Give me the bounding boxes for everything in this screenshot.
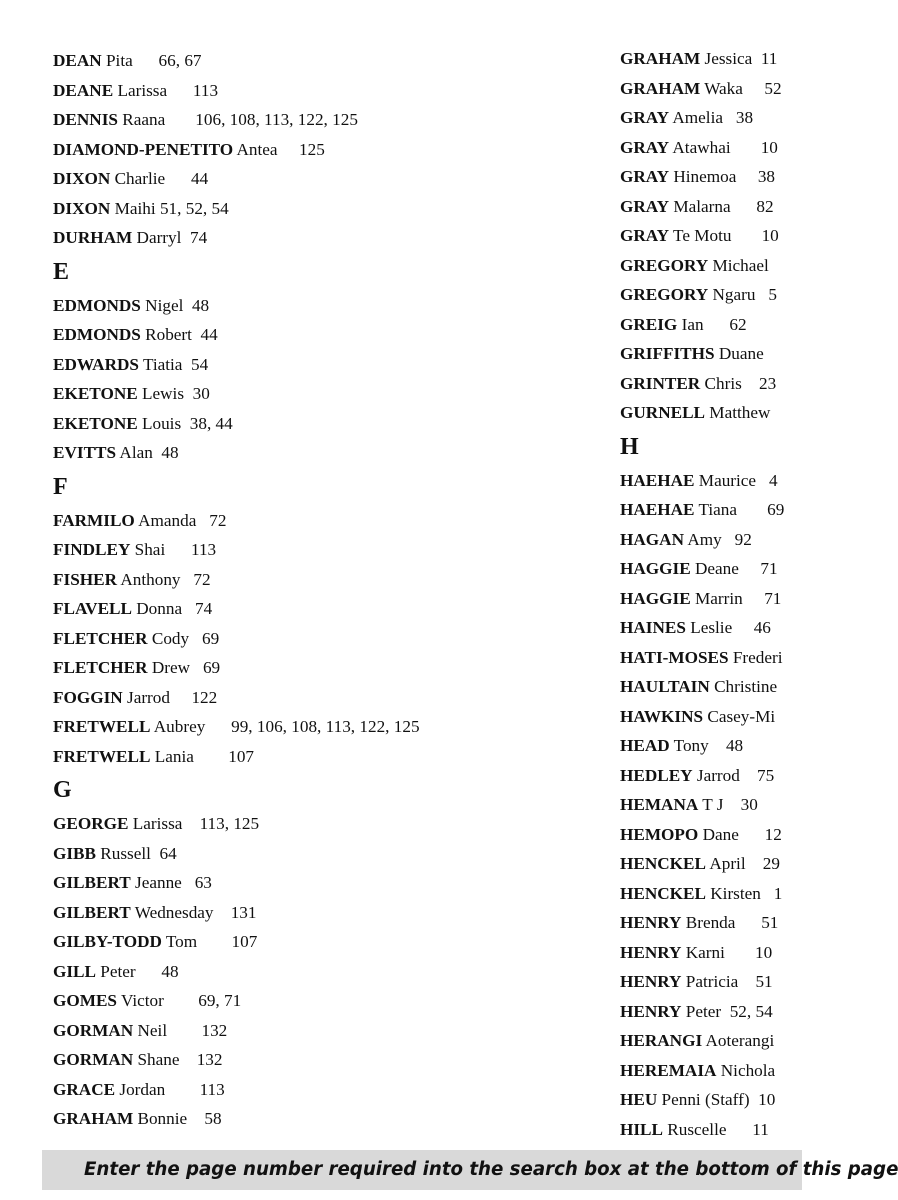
entry-surname: EDWARDS	[53, 354, 139, 374]
entry-page-numbers: 48	[183, 295, 210, 315]
entry-page-numbers: 10	[749, 1090, 776, 1109]
entry-surname: DIXON	[53, 198, 111, 218]
entry-page-numbers: 11	[726, 1119, 769, 1139]
entry-surname: GORMAN	[53, 1050, 134, 1069]
entry-page-numbers: 30	[184, 384, 210, 403]
entry-given-name: Marrin	[690, 588, 743, 608]
entry-given-name: Jarrod	[692, 765, 740, 785]
entry-surname: GILL	[53, 961, 96, 981]
index-entry	[53, 135, 420, 165]
index-entry	[53, 1104, 420, 1134]
entry-page-numbers: 62	[703, 314, 747, 334]
index-entry	[620, 495, 784, 525]
entry-page-numbers: 48	[708, 736, 744, 755]
entry-given-name: Maihi	[110, 198, 156, 218]
entry-given-name: Louis	[137, 413, 182, 433]
entry-surname: FARMILO	[53, 510, 135, 530]
entry-page-numbers: 99, 106, 108, 113, 122, 125	[205, 717, 420, 736]
index-entry	[620, 280, 784, 310]
entry-given-name: Pita	[101, 51, 133, 70]
entry-given-name: Tiana	[694, 500, 738, 519]
entry-page-numbers: 48	[135, 961, 179, 981]
entry-given-name: Jessica	[700, 49, 753, 68]
index-entry	[53, 624, 420, 654]
entry-surname: EKETONE	[53, 413, 138, 433]
entry-given-name: Jarrod	[122, 687, 170, 707]
entry-surname: HATI-MOSES	[620, 647, 729, 667]
entry-surname: FINDLEY	[53, 540, 131, 559]
entry-given-name: Larissa	[128, 814, 183, 833]
entry-page-numbers: 10	[724, 942, 773, 962]
entry-page-numbers: 29	[745, 854, 780, 873]
index-entry	[620, 908, 784, 938]
index-entry	[53, 927, 420, 957]
index-entry	[620, 74, 784, 104]
entry-given-name: Bonnie	[133, 1109, 188, 1128]
entry-page-numbers: 10	[731, 226, 779, 245]
index-entry	[53, 565, 420, 595]
entry-surname: DURHAM	[53, 228, 133, 247]
entry-page-numbers: 113	[165, 540, 217, 559]
entry-surname: HAWKINS	[620, 706, 704, 726]
entry-surname: HENRY	[620, 972, 682, 991]
index-entry	[620, 584, 784, 614]
entry-given-name: Aubrey	[150, 717, 206, 736]
index-entry	[620, 820, 784, 850]
entry-surname: GILBERT	[53, 873, 131, 892]
entry-given-name: Lewis	[137, 384, 185, 403]
entry-given-name: Wednesday	[130, 902, 214, 922]
entry-page-numbers: 106, 108, 113, 122, 125	[165, 110, 358, 129]
entry-given-name: April	[705, 854, 746, 873]
entry-surname: GRINTER	[620, 373, 701, 393]
index-entry	[620, 310, 784, 340]
index-entry	[620, 103, 784, 133]
entry-surname: HAEHAE	[620, 470, 695, 490]
entry-surname: GRACE	[53, 1079, 116, 1099]
entry-given-name: Larissa	[113, 80, 168, 100]
index-entry	[53, 594, 420, 624]
index-entry	[620, 192, 784, 222]
entry-surname: DEAN	[53, 51, 102, 70]
index-entry	[53, 809, 420, 839]
entry-given-name: Dane	[698, 824, 739, 844]
index-entry	[620, 221, 784, 251]
entry-page-numbers: 72	[196, 510, 227, 530]
entry-given-name: Peter	[96, 961, 136, 981]
entry-given-name: Lania	[150, 746, 194, 766]
entry-given-name: Shai	[130, 540, 166, 559]
index-entry	[53, 683, 420, 713]
entry-surname: DENNIS	[53, 110, 118, 129]
entry-given-name: Nichola	[716, 1060, 776, 1080]
entry-page-numbers: 5	[755, 285, 777, 304]
index-entry	[620, 613, 784, 643]
entry-given-name: Malarna	[669, 196, 731, 216]
letter-heading: H	[620, 433, 639, 460]
entry-page-numbers: 132	[179, 1050, 223, 1069]
entry-surname: GILBY-TODD	[53, 932, 162, 951]
entry-given-name: Christine	[709, 677, 778, 696]
index-entry	[53, 379, 420, 409]
entry-page-numbers: 23	[741, 373, 777, 393]
entry-given-name: Nigel	[140, 295, 184, 315]
entry-given-name: Duane	[714, 344, 764, 363]
entry-surname: DIAMOND-PENETITO	[53, 139, 234, 159]
entry-surname: GRAY	[620, 196, 670, 216]
index-entry	[53, 76, 420, 106]
entry-page-numbers: 69	[737, 500, 785, 519]
entry-surname: GRIFFITHS	[620, 344, 715, 363]
entry-given-name: Amanda	[134, 510, 197, 530]
entry-surname: GRAHAM	[620, 78, 701, 98]
entry-given-name: Jordan	[115, 1079, 166, 1099]
index-entry	[620, 554, 784, 584]
entry-surname: HILL	[620, 1119, 663, 1139]
entry-page-numbers: 38, 44	[181, 413, 233, 433]
index-column-left	[53, 46, 420, 1134]
entry-page-numbers: 75	[739, 765, 775, 785]
index-entry	[53, 438, 420, 468]
entry-given-name: Karni	[681, 942, 725, 962]
index-entry	[53, 535, 420, 565]
index-entry	[620, 251, 784, 281]
index-entry	[620, 938, 784, 968]
entry-surname: FOGGIN	[53, 687, 123, 707]
entry-surname: HENRY	[620, 1001, 682, 1021]
index-entry	[53, 46, 420, 76]
entry-surname: GRAY	[620, 108, 670, 127]
index-entry	[53, 105, 420, 135]
entry-surname: HENCKEL	[620, 854, 706, 873]
entry-given-name: Tony	[669, 736, 709, 755]
index-entry	[53, 409, 420, 439]
index-entry	[53, 868, 420, 898]
entry-surname: FRETWELL	[53, 746, 151, 766]
entry-surname: GORMAN	[53, 1020, 134, 1040]
index-entry	[53, 164, 420, 194]
index-column-right	[620, 44, 784, 1144]
entry-surname: GREGORY	[620, 255, 709, 275]
entry-given-name: Cody	[147, 628, 190, 648]
entry-given-name: Amelia	[669, 108, 723, 127]
entry-given-name: Robert	[140, 325, 192, 344]
entry-page-numbers: 71	[742, 588, 782, 608]
entry-surname: GRAY	[620, 226, 670, 245]
entry-surname: HEMANA	[620, 795, 699, 814]
entry-given-name: Peter	[681, 1001, 722, 1021]
entry-surname: EDMONDS	[53, 295, 141, 315]
entry-page-numbers: 71	[738, 559, 778, 578]
entry-given-name: Darryl	[132, 228, 182, 247]
entry-given-name: Antea	[233, 139, 278, 159]
entry-given-name: Tiatia	[138, 354, 183, 374]
entry-given-name: Brenda	[681, 913, 736, 932]
entry-given-name: Ruscelle	[663, 1119, 727, 1139]
entry-surname: HAGGIE	[620, 559, 691, 578]
entry-page-numbers: 74	[181, 228, 208, 247]
index-entry	[620, 1115, 784, 1145]
entry-page-numbers: 125	[277, 139, 325, 159]
instruction-text: Enter the page number required into the search box at the bottom of this page	[84, 1159, 898, 1180]
entry-surname: GEORGE	[53, 814, 129, 833]
index-entry	[53, 1045, 420, 1075]
entry-surname: GRAY	[620, 167, 670, 186]
entry-given-name: Donna	[131, 599, 183, 618]
entry-given-name: Frederi	[728, 647, 783, 667]
entry-given-name: Aoterangi	[702, 1031, 775, 1050]
entry-surname: HENCKEL	[620, 883, 706, 903]
index-entry	[620, 339, 784, 369]
entry-surname: HENRY	[620, 942, 682, 962]
index-entry	[620, 162, 784, 192]
entry-surname: HAGAN	[620, 529, 684, 549]
entry-given-name: Michael	[708, 255, 769, 275]
entry-page-numbers: 51, 52, 54	[155, 198, 229, 218]
entry-page-numbers: 74	[182, 599, 213, 618]
entry-surname: FRETWELL	[53, 717, 151, 736]
letter-heading: E	[53, 258, 70, 285]
entry-surname: HEMOPO	[620, 824, 699, 844]
entry-surname: GREGORY	[620, 285, 709, 304]
instruction-banner	[42, 1150, 898, 1190]
entry-page-numbers: 51	[735, 913, 779, 932]
index-entry	[620, 133, 784, 163]
index-entry	[53, 506, 420, 536]
entry-page-numbers: 69	[189, 628, 220, 648]
entry-page-numbers: 113	[165, 1079, 225, 1099]
entry-page-numbers: 4	[756, 470, 778, 490]
entry-page-numbers: 131	[213, 902, 257, 922]
entry-page-numbers: 52, 54	[721, 1001, 773, 1021]
index-entry	[620, 1056, 784, 1086]
entry-page-numbers: 44	[191, 325, 218, 344]
entry-given-name: Patricia	[681, 972, 739, 991]
entry-given-name: Deane	[690, 559, 739, 578]
index-entry	[53, 839, 420, 869]
index-entry	[53, 957, 420, 987]
index-entry	[53, 223, 420, 253]
index-entry	[620, 44, 784, 74]
index-entry	[620, 672, 784, 702]
entry-given-name: Penni (Staff)	[657, 1090, 750, 1109]
index-entry	[53, 653, 420, 683]
index-entry	[620, 967, 784, 997]
entry-given-name: Victor	[116, 991, 164, 1010]
entry-page-numbers: 54	[182, 354, 209, 374]
entry-surname: EDMONDS	[53, 325, 141, 344]
index-entry	[53, 320, 420, 350]
entry-given-name: Tom	[161, 932, 198, 951]
entry-surname: FISHER	[53, 569, 117, 589]
entry-page-numbers: 12	[738, 824, 782, 844]
index-entry	[620, 790, 784, 820]
entry-surname: GRAHAM	[620, 49, 701, 68]
entry-surname: GREIG	[620, 314, 678, 334]
entry-page-numbers: 113	[167, 80, 219, 100]
index-entry	[620, 643, 784, 673]
entry-page-numbers: 51	[738, 972, 773, 991]
entry-page-numbers: 69	[190, 658, 221, 677]
entry-page-numbers: 11	[752, 49, 778, 68]
entry-page-numbers: 58	[187, 1109, 222, 1128]
entry-surname: EKETONE	[53, 384, 138, 403]
entry-given-name: Shane	[133, 1050, 180, 1069]
index-entry	[53, 1075, 420, 1105]
entry-surname: GRAY	[620, 137, 670, 157]
entry-surname: HAULTAIN	[620, 677, 710, 696]
entry-surname: HEAD	[620, 736, 670, 755]
entry-given-name: Charlie	[110, 169, 166, 188]
entry-page-numbers: 38	[722, 108, 754, 127]
entry-given-name: Alan	[116, 443, 153, 462]
index-entry	[53, 194, 420, 224]
entry-page-numbers: 30	[723, 795, 758, 814]
entry-given-name: Raana	[117, 110, 166, 129]
entry-given-name: Leslie	[685, 618, 733, 637]
entry-surname: HAEHAE	[620, 500, 695, 519]
entry-given-name: Hinemoa	[669, 167, 737, 186]
entry-given-name: T J	[698, 795, 724, 814]
index-entry	[620, 731, 784, 761]
index-entry	[53, 291, 420, 321]
index-entry	[53, 986, 420, 1016]
entry-given-name: Waka	[700, 78, 743, 98]
entry-page-numbers: 1	[760, 883, 783, 903]
index-entry	[620, 879, 784, 909]
entry-surname: GOMES	[53, 991, 117, 1010]
index-entry	[620, 849, 784, 879]
entry-page-numbers: 64	[150, 843, 177, 863]
entry-page-numbers: 107	[197, 932, 258, 951]
entry-given-name: Ngaru	[708, 285, 756, 304]
index-entry	[620, 997, 784, 1027]
entry-given-name: Ian	[677, 314, 704, 334]
entry-surname: HEREMAIA	[620, 1060, 717, 1080]
entry-surname: GURNELL	[620, 403, 705, 422]
entry-surname: GIBB	[53, 843, 96, 863]
entry-page-numbers: 132	[167, 1020, 228, 1040]
entry-surname: GILBERT	[53, 902, 131, 922]
entry-page-numbers: 69, 71	[163, 991, 242, 1010]
entry-surname: FLETCHER	[53, 628, 148, 648]
entry-page-numbers: 113, 125	[182, 814, 260, 833]
entry-surname: HAINES	[620, 618, 686, 637]
entry-given-name: Neil	[133, 1020, 168, 1040]
entry-given-name: Russell	[96, 843, 151, 863]
index-entry	[620, 1026, 784, 1056]
entry-page-numbers: 82	[730, 196, 774, 216]
index-entry	[620, 1085, 784, 1115]
entry-given-name: Amy	[683, 529, 722, 549]
entry-page-numbers: 10	[730, 137, 778, 157]
entry-given-name: Drew	[147, 658, 191, 677]
entry-page-numbers: 52	[742, 78, 782, 98]
entry-given-name: Casey-Mi	[703, 706, 776, 726]
entry-surname: EVITTS	[53, 443, 117, 462]
index-entry	[620, 525, 784, 555]
entry-given-name: Matthew	[705, 403, 771, 422]
entry-surname: HEDLEY	[620, 765, 693, 785]
entry-page-numbers: 44	[165, 169, 209, 188]
entry-page-numbers: 48	[152, 443, 179, 462]
index-entry	[620, 702, 784, 732]
entry-surname: HENRY	[620, 913, 682, 932]
index-entry	[53, 898, 420, 928]
index-entry	[53, 1016, 420, 1046]
entry-surname: HERANGI	[620, 1031, 703, 1050]
index-entry	[620, 761, 784, 791]
entry-surname: DIXON	[53, 169, 111, 188]
entry-surname: GRAHAM	[53, 1109, 134, 1128]
letter-heading: F	[53, 473, 68, 500]
entry-page-numbers: 38	[736, 167, 776, 186]
entry-surname: FLAVELL	[53, 599, 132, 618]
entry-page-numbers: 63	[181, 873, 212, 892]
entry-given-name: Jeanne	[130, 873, 182, 892]
entry-page-numbers: 46	[732, 618, 771, 637]
entry-page-numbers: 92	[721, 529, 752, 549]
entry-page-numbers: 107	[193, 746, 255, 766]
entry-given-name: Chris	[700, 373, 742, 393]
entry-given-name: Anthony	[117, 569, 181, 589]
letter-heading: G	[53, 777, 72, 803]
index-entry	[620, 398, 784, 428]
index-entry	[620, 466, 784, 496]
entry-page-numbers: 72	[180, 569, 211, 589]
entry-given-name: Kirsten	[705, 883, 761, 903]
index-entry	[53, 350, 420, 380]
entry-given-name: Maurice	[694, 470, 757, 490]
entry-given-name: Te Motu	[669, 226, 732, 245]
entry-given-name: Atawhai	[669, 137, 731, 157]
entry-surname: FLETCHER	[53, 658, 148, 677]
entry-surname: DEANE	[53, 80, 114, 100]
entry-surname: HEU	[620, 1090, 658, 1109]
entry-surname: HAGGIE	[620, 588, 691, 608]
index-entry	[53, 712, 420, 742]
entry-page-numbers: 66, 67	[132, 51, 202, 70]
entry-page-numbers: 122	[169, 687, 218, 707]
index-entry	[53, 742, 420, 772]
index-entry	[620, 369, 784, 399]
